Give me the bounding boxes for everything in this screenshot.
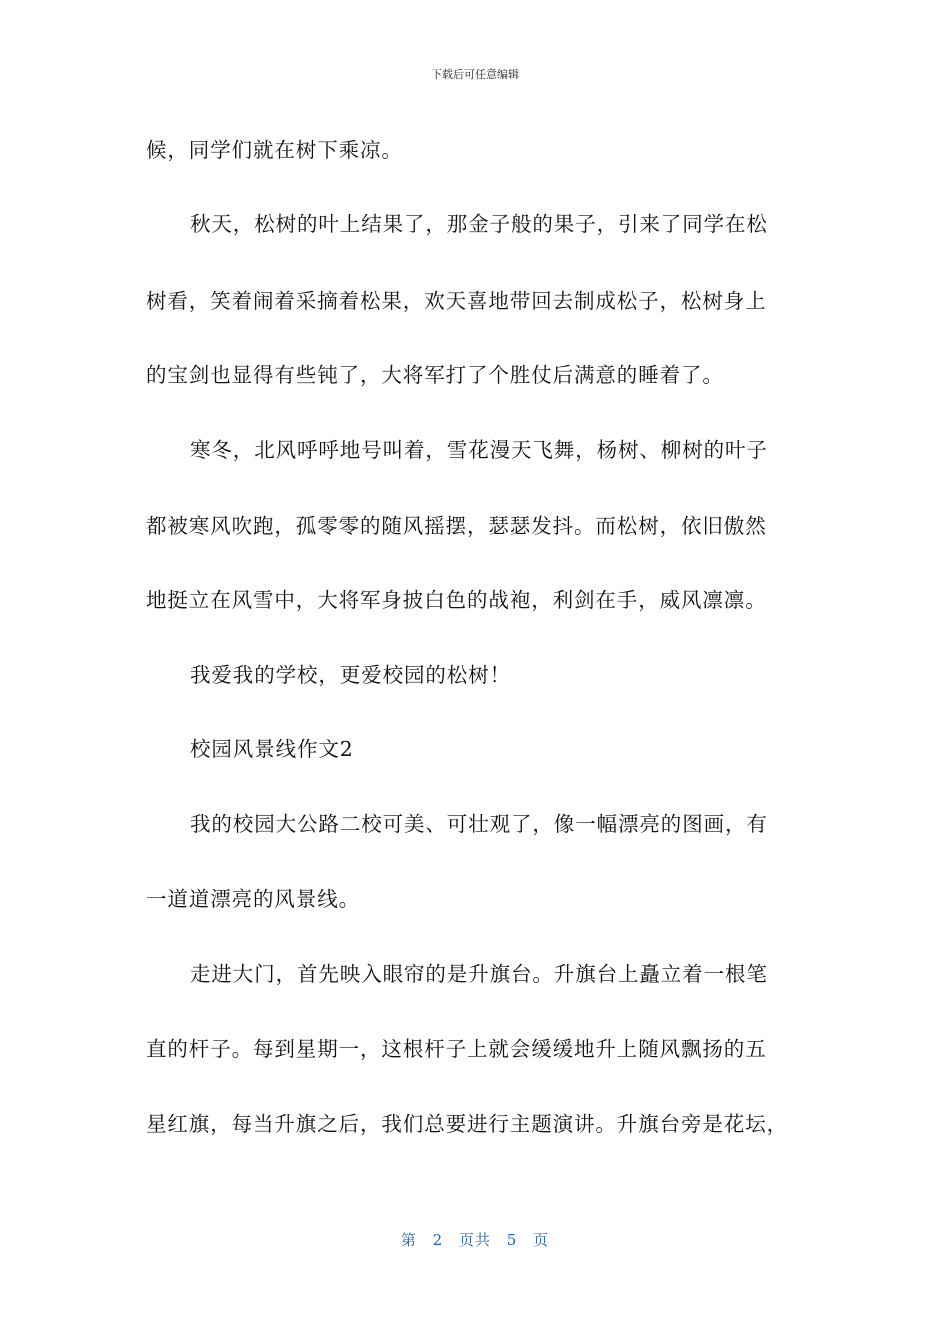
text-line: 直的杆子。每到星期一，这根杆子上就会缓缓地升上随风飘扬的五 [146, 1037, 767, 1061]
text-line: 地挺立在风雪中，大将军身披白色的战袍，利剑在手，威风凛凛。 [146, 588, 767, 612]
text-line: 候，同学们就在树下乘凉。 [146, 138, 403, 162]
text-line: 走进大门，首先映入眼帘的是升旗台。升旗台上矗立着一根笔 [190, 962, 768, 986]
text-line: 都被寒风吹跑，孤零零的随风摇摆，瑟瑟发抖。而松树，依旧傲然 [146, 514, 767, 538]
text-line: 秋天，松树的叶上结果了，那金子般的果子，引来了同学在松 [190, 212, 768, 236]
text-line: 树看，笑着闹着采摘着松果，欢天喜地带回去制成松子，松树身上 [146, 289, 767, 313]
text-line: 星红旗，每当升旗之后，我们总要进行主题演讲。升旗台旁是花坛， [146, 1112, 788, 1136]
page-footer: 第 2 页共 5 页 [400, 1231, 550, 1249]
text-line: 我的校园大公路二校可美、可壮观了，像一幅漂亮的图画，有 [190, 812, 768, 836]
page-header: 下载后可任意编辑 [431, 68, 519, 81]
text-line: 的宝剑也显得有些钝了，大将军打了个胜仗后满意的睡着了。 [146, 363, 724, 387]
section-heading: 校园风景线作文2 [190, 737, 354, 761]
text-line: 一道道漂亮的风景线。 [146, 887, 360, 911]
text-line: 寒冬，北风呼呼地号叫着，雪花漫天飞舞，杨树、柳树的叶子 [190, 438, 768, 462]
text-line: 我爱我的学校，更爱校园的松树！ [190, 663, 511, 687]
